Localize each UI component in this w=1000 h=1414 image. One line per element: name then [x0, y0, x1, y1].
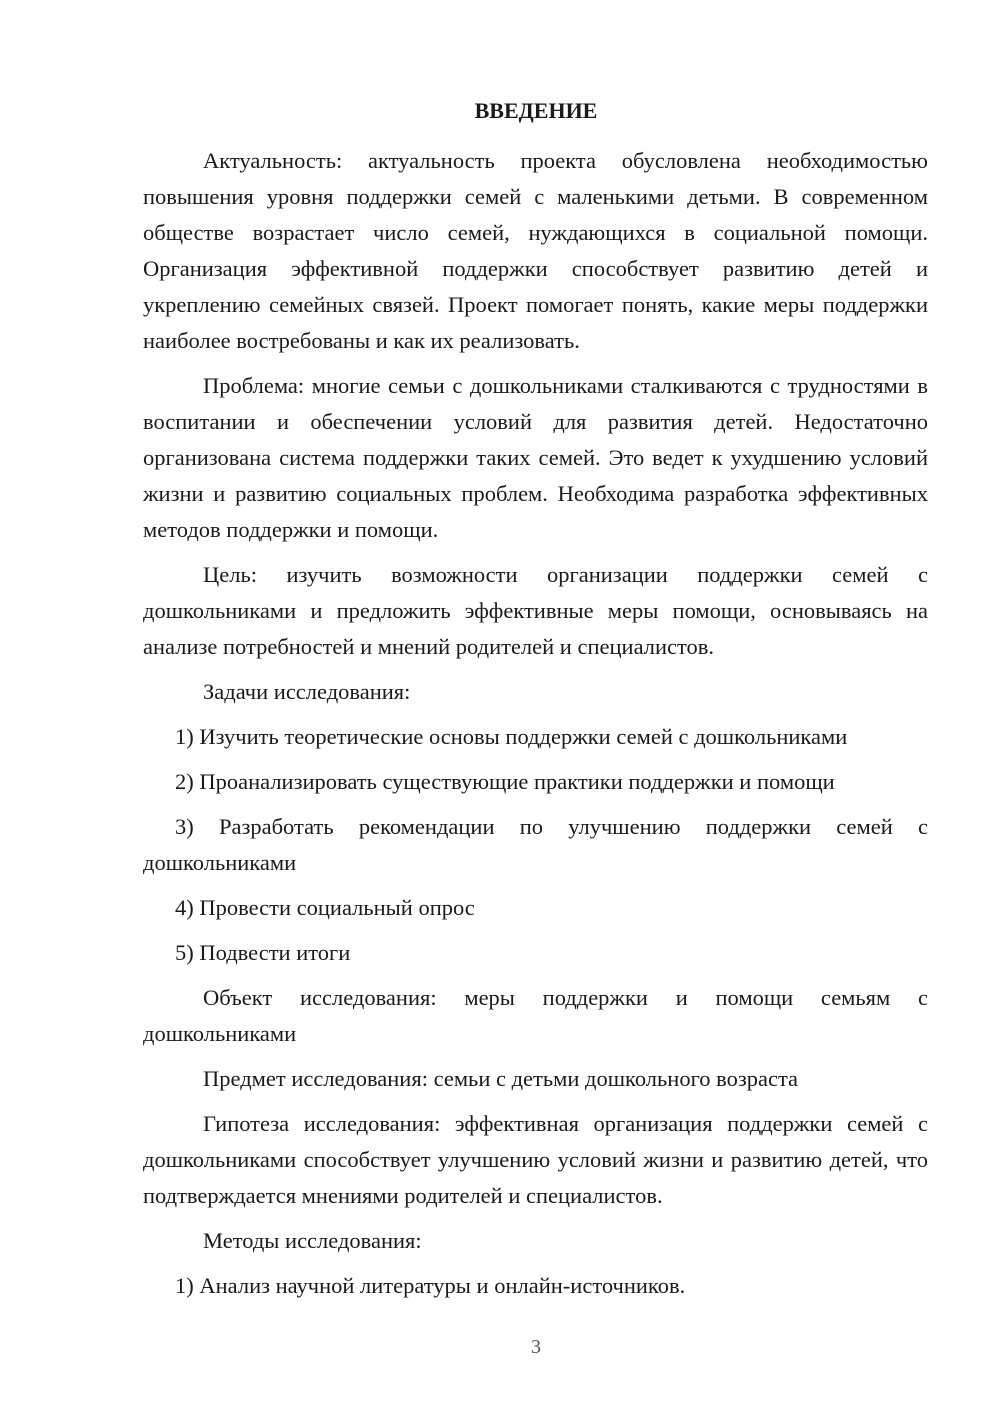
method-item: 1) Анализ научной литературы и онлайн-источников.: [175, 1273, 686, 1298]
paragraph-relevance: Актуальность: актуальность проекта обусловлена необходимостью повышения уровня поддержки семей с маленькими детьми. В современном обществе возрастает число семей, нуждающихся в социальной помощи. Организация эффективной поддержки способствует развитию детей и укреплению семейных связей. Проект помогает понять, какие меры поддержки наиболее востребованы и как их реализовать.: [143, 148, 928, 353]
paragraph-hypothesis: Гипотеза исследования: эффективная организация поддержки семей с дошкольниками способствует улучшению условий жизни и развитию детей, что подтверждается мнениями родителей и специалистов.: [143, 1111, 928, 1208]
task-item: 3) Разработать рекомендации по улучшению поддержки семей с дошкольниками: [143, 814, 928, 875]
document-body: [143, 143, 928, 1304]
paragraph-object: Объект исследования: меры поддержки и помощи семьям с дошкольниками: [143, 985, 928, 1046]
task-item: 4) Провести социальный опрос: [175, 895, 475, 920]
methods-heading: Методы исследования:: [203, 1228, 422, 1253]
tasks-heading: Задачи исследования:: [203, 679, 411, 704]
page-number: 3: [531, 1336, 541, 1358]
page-title: ВВЕДЕНИЕ: [474, 98, 598, 123]
paragraph-subject: Предмет исследования: семьи с детьми дошкольного возраста: [203, 1066, 799, 1091]
task-item: 2) Проанализировать существующие практики поддержки и помощи: [175, 769, 835, 794]
task-item: 5) Подвести итоги: [175, 940, 351, 965]
task-item: 1) Изучить теоретические основы поддержки семей с дошкольниками: [175, 724, 848, 749]
paragraph-goal: Цель: изучить возможности организации поддержки семей с дошкольниками и предложить эффективные меры помощи, основываясь на анализе потребностей и мнений родителей и специалистов.: [143, 562, 928, 659]
paragraph-problem: Проблема: многие семьи с дошкольниками сталкиваются с трудностями в воспитании и обеспечении условий для развития детей. Недостаточно организована система поддержки таких семей. Это ведет к ухудшению условий жизни и развитию социальных проблем. Необходима разработка эффективных методов поддержки и помощи.: [143, 373, 928, 542]
